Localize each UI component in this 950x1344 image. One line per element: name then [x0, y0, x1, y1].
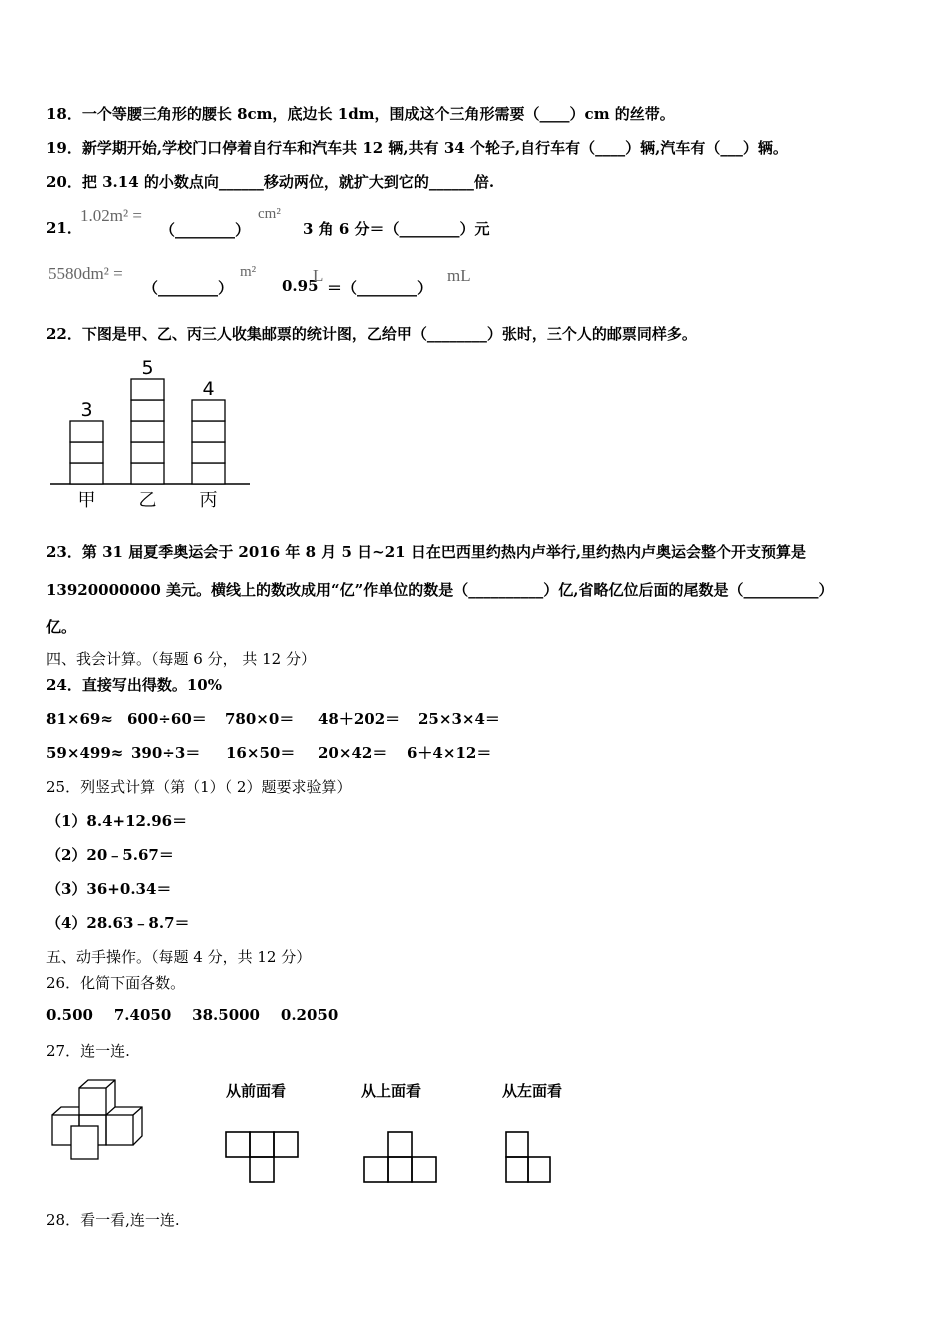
section-4-heading: 四、我会计算。（每题 6 分， 共 12 分） — [46, 650, 316, 668]
question-23-line-3: 亿。 — [46, 618, 77, 636]
q21-number: 21． — [46, 219, 82, 237]
bar-value-label: 3 — [80, 399, 93, 421]
q24-item: 6＋4×12＝ — [407, 744, 492, 762]
q24-item: 16×50＝ — [226, 744, 296, 762]
question-23-line-1: 23．第 31 届夏季奥运会于 2016 年 8 月 5 日~21 日在巴西里约热内卢举行,里约热内卢奥运会整个开支预算是 — [46, 543, 807, 561]
left-view-shape — [500, 1128, 560, 1188]
q24-row-2 — [46, 742, 491, 763]
question-20: 20．把 3.14 的小数点向______移动两位，就扩大到它的______倍. — [46, 173, 495, 191]
bar-乙-cell — [131, 379, 164, 400]
bar-乙-cell — [131, 421, 164, 442]
question-24-title: 24．直接写出得数。10% — [46, 676, 223, 694]
q21-d-unit-l: L — [313, 266, 324, 285]
bar-value-label: 4 — [202, 378, 215, 400]
bar-甲-cell — [70, 463, 103, 484]
q24-item: 390÷3＝ — [131, 744, 201, 762]
question-22: 22．下图是甲、乙、丙三人收集邮票的统计图，乙给甲（________）张时，三个人的邮票同样多。 — [46, 325, 697, 343]
q24-item: 20×42＝ — [318, 744, 388, 762]
q21-a-lhs: 1.02m² = — [80, 206, 142, 225]
question-28: 28．看一看,连一连. — [46, 1211, 180, 1229]
q24-item: 25×3×4＝ — [418, 710, 500, 728]
bar-丙-cell — [192, 463, 225, 484]
bar-甲-cell — [70, 421, 103, 442]
q24-item: 48＋202＝ — [318, 710, 401, 728]
front-view-shape — [222, 1128, 304, 1188]
bar-乙-cell — [131, 400, 164, 421]
bar-value-label: 5 — [141, 357, 154, 379]
question-18: 18．一个等腰三角形的腰长 8cm，底边长 1dm，围成这个三角形需要（____）cm 的丝带。 — [46, 105, 675, 123]
q21-c-unit: m² — [240, 264, 257, 280]
bar-category-label: 乙 — [138, 490, 157, 511]
q24-item: 600÷60＝ — [127, 710, 207, 728]
bar-丙-cell — [192, 421, 225, 442]
section-5-heading: 五、动手操作。（每题 4 分，共 12 分） — [46, 948, 312, 966]
cube-stack-figure — [46, 1074, 161, 1164]
q24-item: 81×69≈ — [46, 710, 113, 728]
bar-丙-cell — [192, 400, 225, 421]
q21-d-equals: ＝（________） — [327, 279, 433, 297]
question-23-line-2: 13920000000 美元。横线上的数改成用“亿”作单位的数是（__________）亿,省略亿位后面的尾数是（__________） — [46, 581, 834, 599]
question-26-title: 26．化简下面各数。 — [46, 974, 186, 992]
q21-a-unit: cm² — [258, 206, 281, 222]
bar-乙-cell — [131, 463, 164, 484]
q21-b: 3 角 6 分＝（________）元 — [303, 220, 490, 238]
view-label-front: 从前面看 — [226, 1082, 287, 1100]
q21-d-unit-ml: mL — [447, 266, 471, 285]
q26-values: 0.500 7.4050 38.5000 0.2050 — [46, 1006, 339, 1024]
bar-category-label: 甲 — [77, 490, 96, 511]
bar-乙-cell — [131, 442, 164, 463]
q24-item: 780×0＝ — [225, 710, 295, 728]
q24-row-1 — [46, 708, 500, 729]
bar-甲-cell — [70, 442, 103, 463]
view-label-top: 从上面看 — [361, 1082, 422, 1100]
q24-item: 59×499≈ — [46, 744, 124, 762]
q25-item-2: （2）20﹣5.67＝ — [46, 846, 174, 864]
top-view-shape — [360, 1128, 442, 1188]
q25-item-3: （3）36+0.34＝ — [46, 880, 172, 898]
bar-category-label: 丙 — [199, 490, 218, 511]
question-19: 19．新学期开始,学校门口停着自行车和汽车共 12 辆,共有 34 个轮子,自行车有（____）辆,汽车有（___）辆。 — [46, 139, 788, 157]
stamp-bar-chart — [40, 350, 270, 520]
q21-d-number: 0.95 — [282, 277, 319, 295]
q21-c-blank: （________） — [143, 279, 234, 297]
q25-item-1: （1）8.4+12.96＝ — [46, 812, 188, 830]
bar-丙-cell — [192, 442, 225, 463]
question-27-title: 27．连一连. — [46, 1042, 130, 1060]
q25-item-4: （4）28.63﹣8.7＝ — [46, 914, 190, 932]
question-25-title: 25．列竖式计算（第（1）（ 2）题要求验算） — [46, 778, 352, 796]
q21-a-blank: （________） — [160, 221, 251, 239]
q21-c-lhs: 5580dm² = — [48, 264, 123, 283]
view-label-left: 从左面看 — [502, 1082, 563, 1100]
